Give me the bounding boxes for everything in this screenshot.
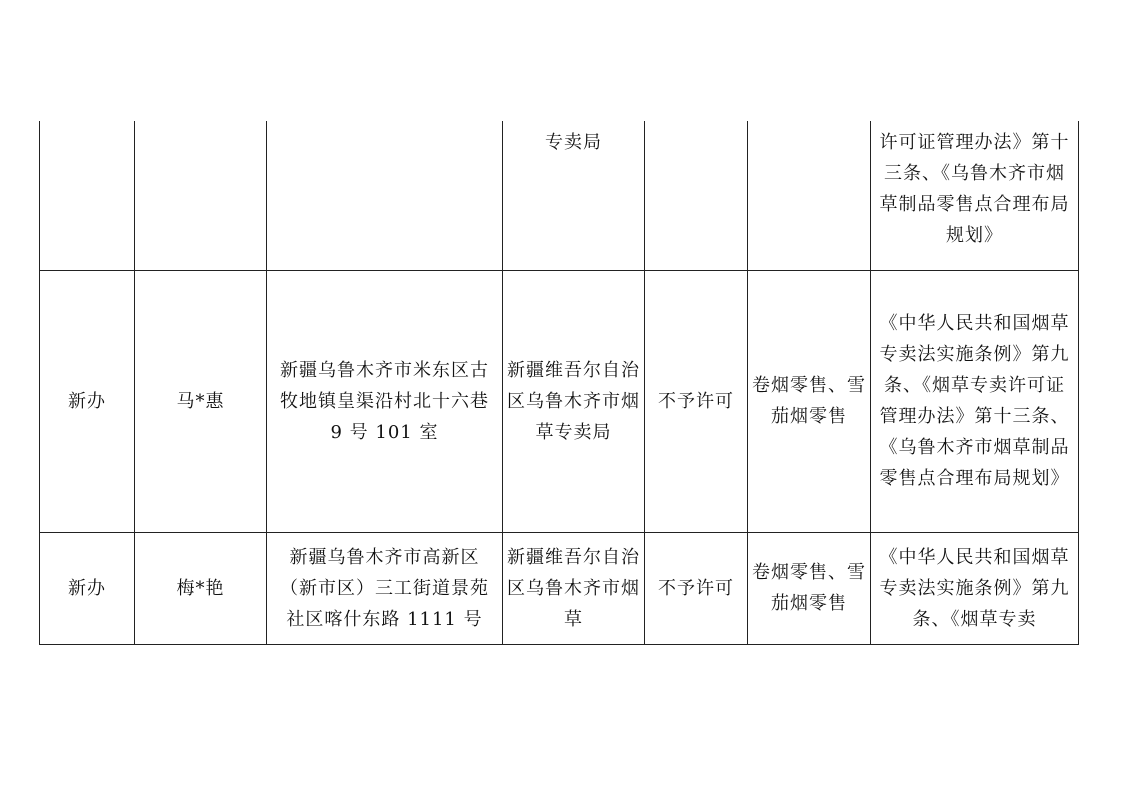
address-cell: 新疆乌鲁木齐市高新区（新市区）三工街道景苑社区喀什东路 1111 号 [267, 532, 503, 644]
decision-cell [645, 121, 748, 270]
table-row [40, 270, 1079, 532]
table-row [40, 532, 1079, 644]
decision-table [39, 121, 1079, 645]
authority-cell: 新疆维吾尔自治区乌鲁木齐市烟草 [503, 532, 645, 644]
authority-cell: 专卖局 [503, 121, 645, 270]
decision-cell: 不予许可 [645, 270, 748, 532]
address-cell: 新疆乌鲁木齐市米东区古牧地镇皇渠沿村北十六巷 9 号 101 室 [267, 270, 503, 532]
type-cell: 新办 [40, 270, 135, 532]
name-cell [135, 121, 267, 270]
name-cell: 梅*艳 [135, 532, 267, 644]
legal-basis-cell: 《中华人民共和国烟草专卖法实施条例》第九条、《烟草专卖 [871, 532, 1079, 644]
legal-basis-cell: 许可证管理办法》第十三条、《乌鲁木齐市烟草制品零售点合理布局规划》 [871, 121, 1079, 270]
type-cell [40, 121, 135, 270]
scope-cell: 卷烟零售、雪茄烟零售 [748, 532, 871, 644]
decision-cell: 不予许可 [645, 532, 748, 644]
address-cell [267, 121, 503, 270]
legal-basis-cell: 《中华人民共和国烟草专卖法实施条例》第九条、《烟草专卖许可证管理办法》第十三条、《乌鲁木齐市烟草制品零售点合理布局规划》 [871, 270, 1079, 532]
table-row [40, 121, 1079, 270]
name-cell: 马*惠 [135, 270, 267, 532]
scope-cell: 卷烟零售、雪茄烟零售 [748, 270, 871, 532]
authority-cell: 新疆维吾尔自治区乌鲁木齐市烟草专卖局 [503, 270, 645, 532]
type-cell: 新办 [40, 532, 135, 644]
scope-cell [748, 121, 871, 270]
